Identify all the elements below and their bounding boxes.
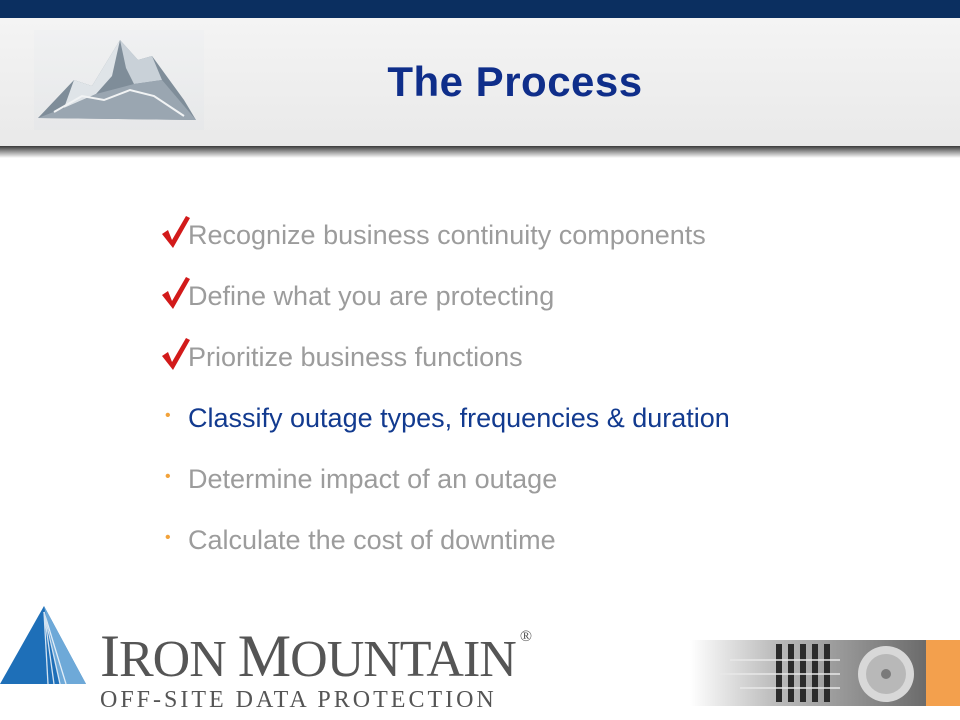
logo-word: RON — [118, 631, 226, 688]
list-item-text: Determine impact of an outage — [188, 464, 558, 494]
top-bar — [0, 0, 960, 18]
checkmark-icon — [160, 332, 188, 372]
list-item-text: Recognize business continuity components — [188, 220, 706, 250]
company-tagline: OFF-SITE DATA PROTECTION — [100, 687, 497, 713]
list-item — [160, 515, 920, 576]
registered-mark: ® — [519, 628, 531, 645]
data-media-image — [690, 640, 926, 706]
list-item-text: Classify outage types, frequencies & duration — [188, 403, 730, 433]
list-item — [160, 210, 920, 271]
header-divider — [0, 146, 960, 158]
logo-word: OUNTAIN — [290, 631, 516, 688]
process-list — [160, 210, 920, 576]
list-item — [160, 332, 920, 393]
list-item — [160, 454, 920, 515]
bullet-icon: • — [165, 407, 171, 424]
bullet-icon: • — [165, 529, 171, 546]
company-logo-name — [100, 622, 531, 691]
list-item-text: Prioritize business functions — [188, 342, 523, 372]
checkmark-icon — [160, 271, 188, 311]
accent-block — [926, 640, 960, 706]
list-item-text: Define what you are protecting — [188, 281, 555, 311]
bullet-icon: • — [165, 468, 171, 485]
logo-initial: I — [100, 623, 119, 689]
logo-mountain-icon — [0, 606, 86, 684]
list-item — [160, 393, 920, 454]
logo-initial: M — [237, 623, 291, 689]
slide-title: The Process — [387, 58, 643, 105]
checkmark-icon — [160, 210, 188, 250]
list-item-text: Calculate the cost of downtime — [188, 525, 556, 555]
list-item — [160, 271, 920, 332]
